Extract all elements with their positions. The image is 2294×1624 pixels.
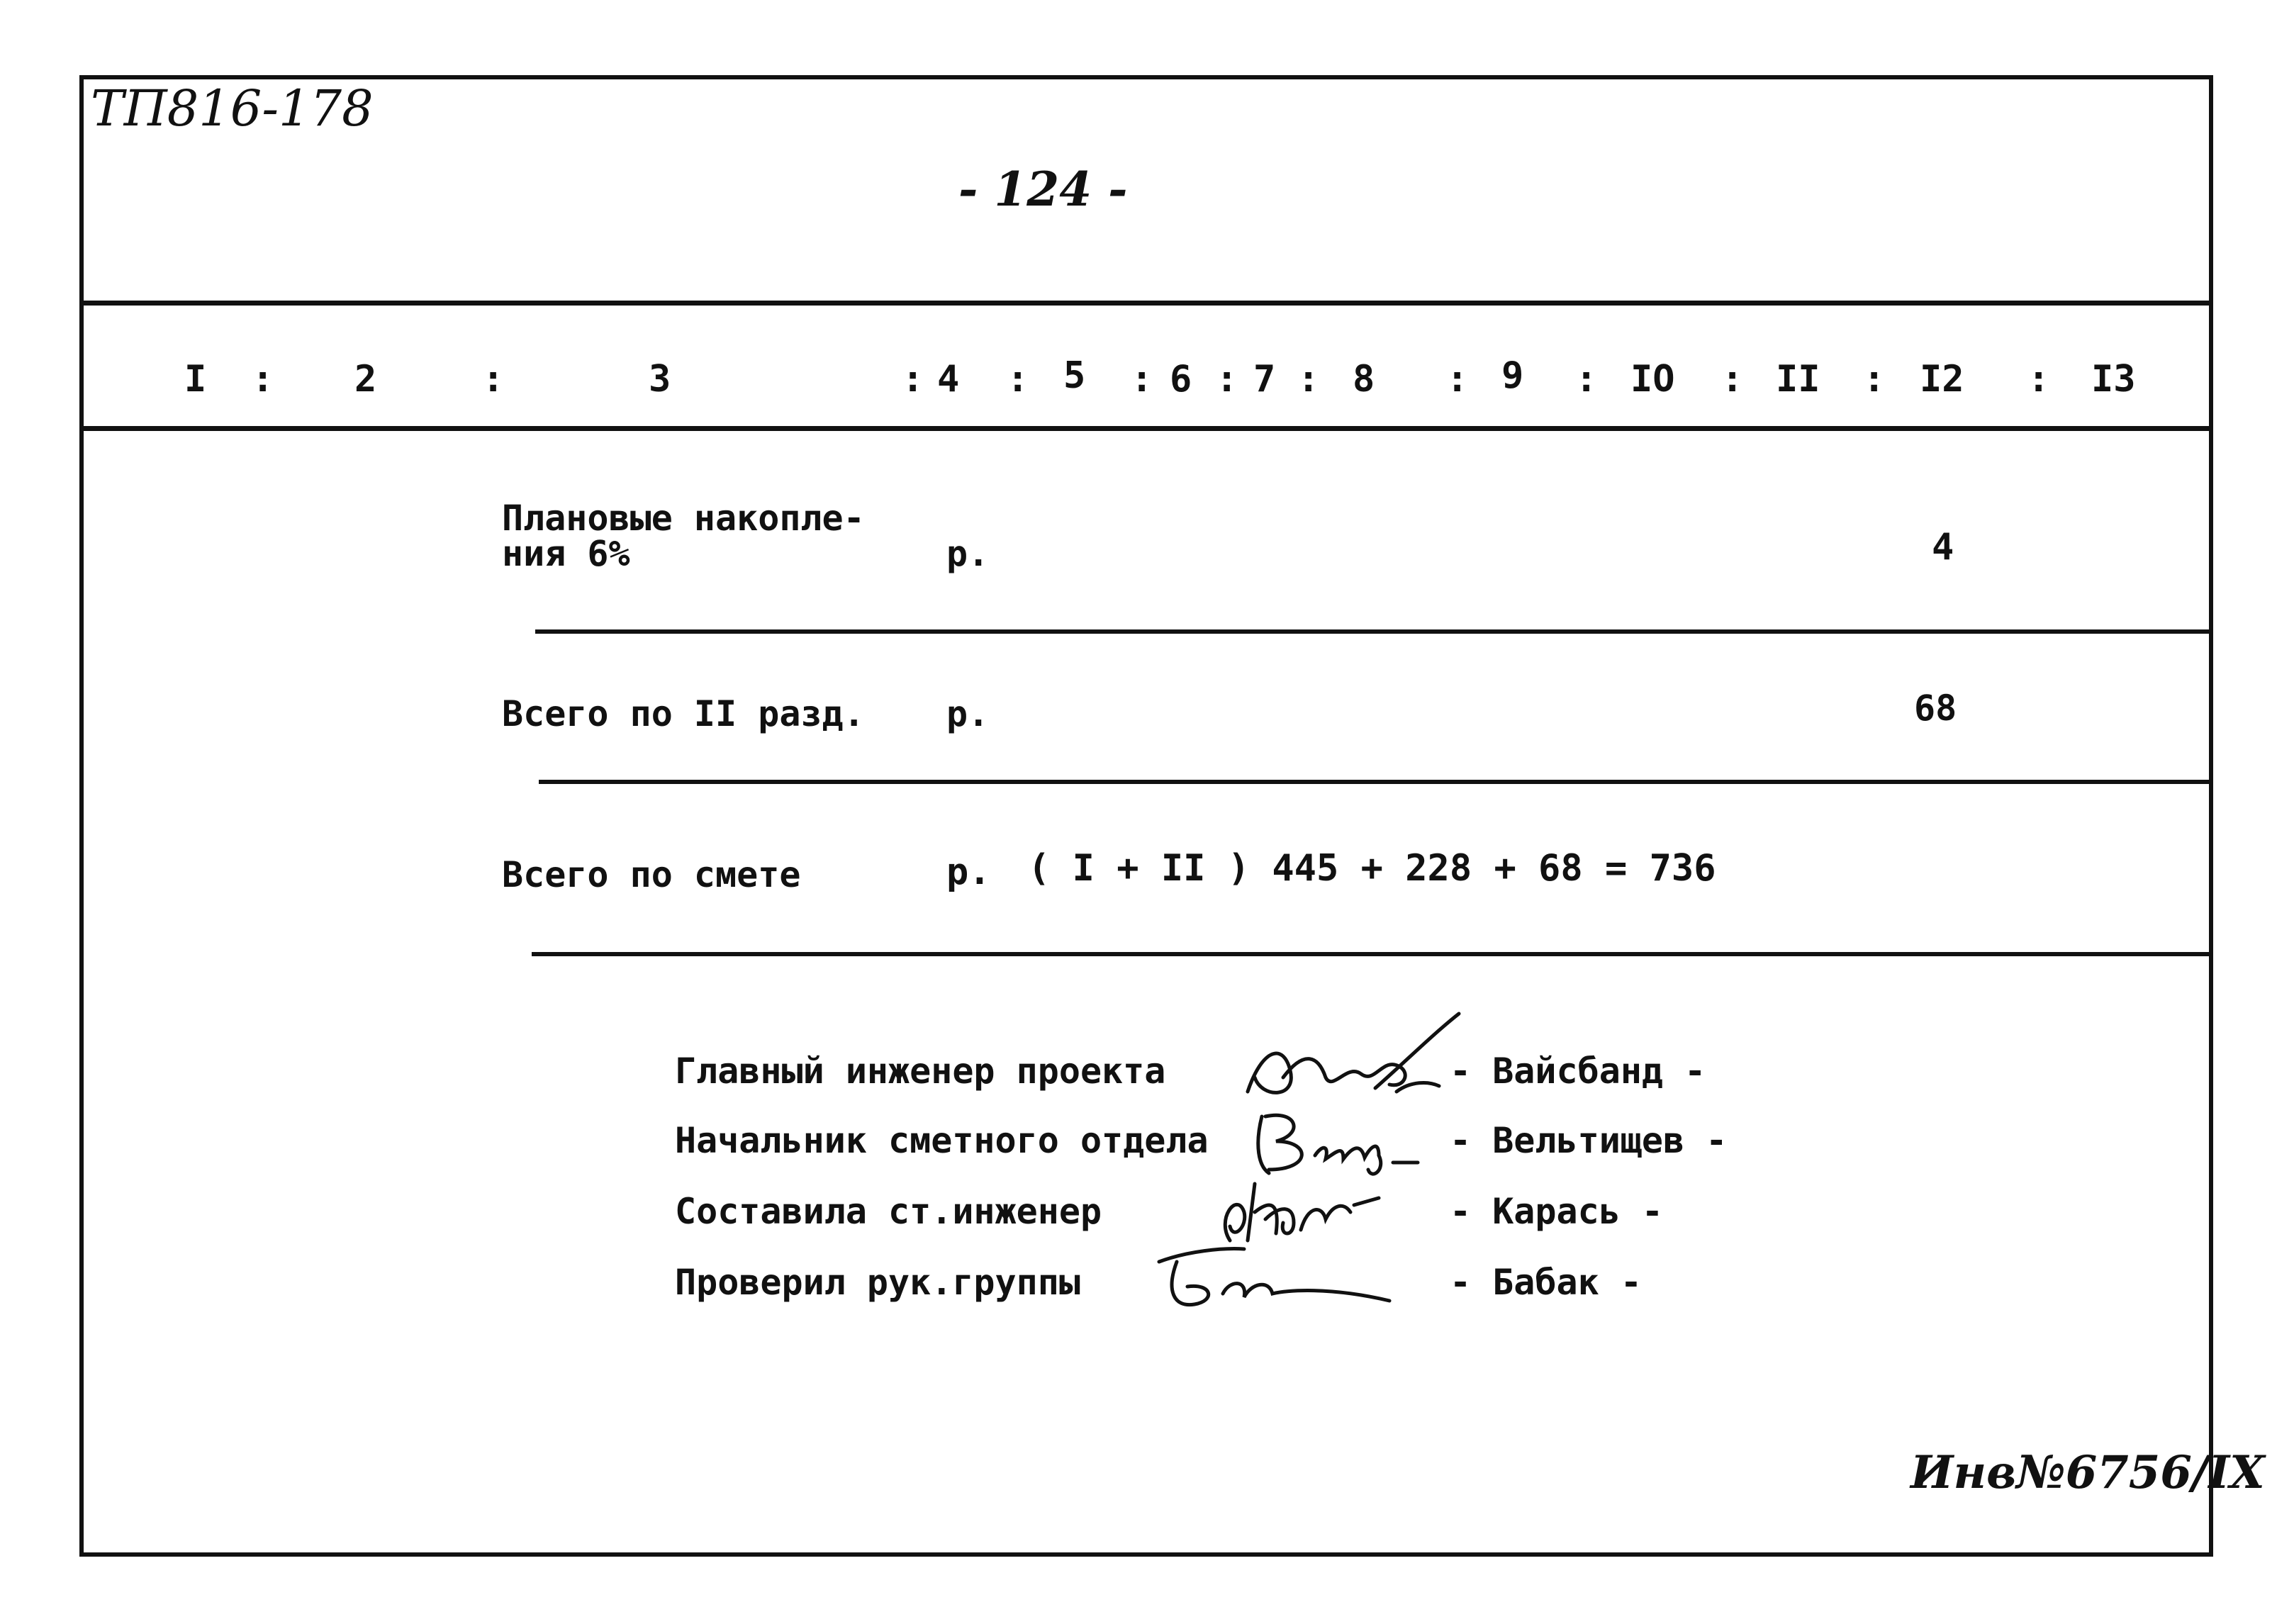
signature-name-3: - Карась - xyxy=(1450,1191,1664,1232)
row-3-formula: ( I + II ) 445 + 228 + 68 = 736 xyxy=(1028,847,1716,890)
row-1-unit: р. xyxy=(946,533,990,574)
signature-role-1: Главный инженер проекта xyxy=(675,1051,1166,1092)
row-1-value: 4 xyxy=(1932,526,1954,569)
col-9: 9 xyxy=(1501,354,1524,397)
header-bottom-line xyxy=(79,426,2213,431)
document-frame xyxy=(79,75,2213,1557)
col-2: 2 xyxy=(354,358,377,401)
row-3-unit: р. xyxy=(946,851,991,893)
col-11: II xyxy=(1776,358,1820,401)
row-1-divider xyxy=(535,629,2212,634)
doc-code: ТП816-178 xyxy=(91,79,374,138)
signature-name-1: - Вайсбанд - xyxy=(1450,1051,1706,1092)
row-2-value: 68 xyxy=(1914,688,1957,729)
row-3-name: Всего по смете xyxy=(502,854,801,895)
signature-scribble-1 xyxy=(1233,1007,1467,1113)
col-3: 3 xyxy=(649,358,671,401)
signature-scribble-4 xyxy=(1145,1241,1400,1318)
signature-role-3: Составила ст.инженер xyxy=(675,1191,1102,1232)
signature-role-4: Проверил рук.группы xyxy=(675,1262,1080,1303)
signature-role-2: Начальник сметного отдела xyxy=(675,1120,1209,1161)
col-5: 5 xyxy=(1063,354,1086,397)
col-4: 4 xyxy=(937,358,960,401)
col-13: I3 xyxy=(2091,358,2136,401)
row-2-unit: р. xyxy=(946,693,990,734)
col-10: IO xyxy=(1630,358,1675,401)
row-1-name-line-2: ния 6% xyxy=(502,533,630,574)
col-7: 7 xyxy=(1253,358,1276,401)
col-1: I xyxy=(184,358,207,401)
row-3-divider xyxy=(532,952,2213,956)
col-12: I2 xyxy=(1920,358,1964,401)
row-1-name-line-1: Плановые накопле- xyxy=(502,498,865,539)
page-number: - 124 - xyxy=(958,162,1128,217)
signature-name-2: - Вельтищев - xyxy=(1450,1120,1728,1161)
signature-name-4: - Бабак - xyxy=(1450,1262,1642,1303)
row-2-name: Всего по II разд. xyxy=(502,693,865,734)
col-6: 6 xyxy=(1170,358,1192,401)
inventory-number: Инв№6756/IX xyxy=(1910,1446,2265,1499)
col-8: 8 xyxy=(1353,358,1375,401)
row-2-divider xyxy=(539,780,2213,784)
header-top-line xyxy=(79,301,2213,306)
